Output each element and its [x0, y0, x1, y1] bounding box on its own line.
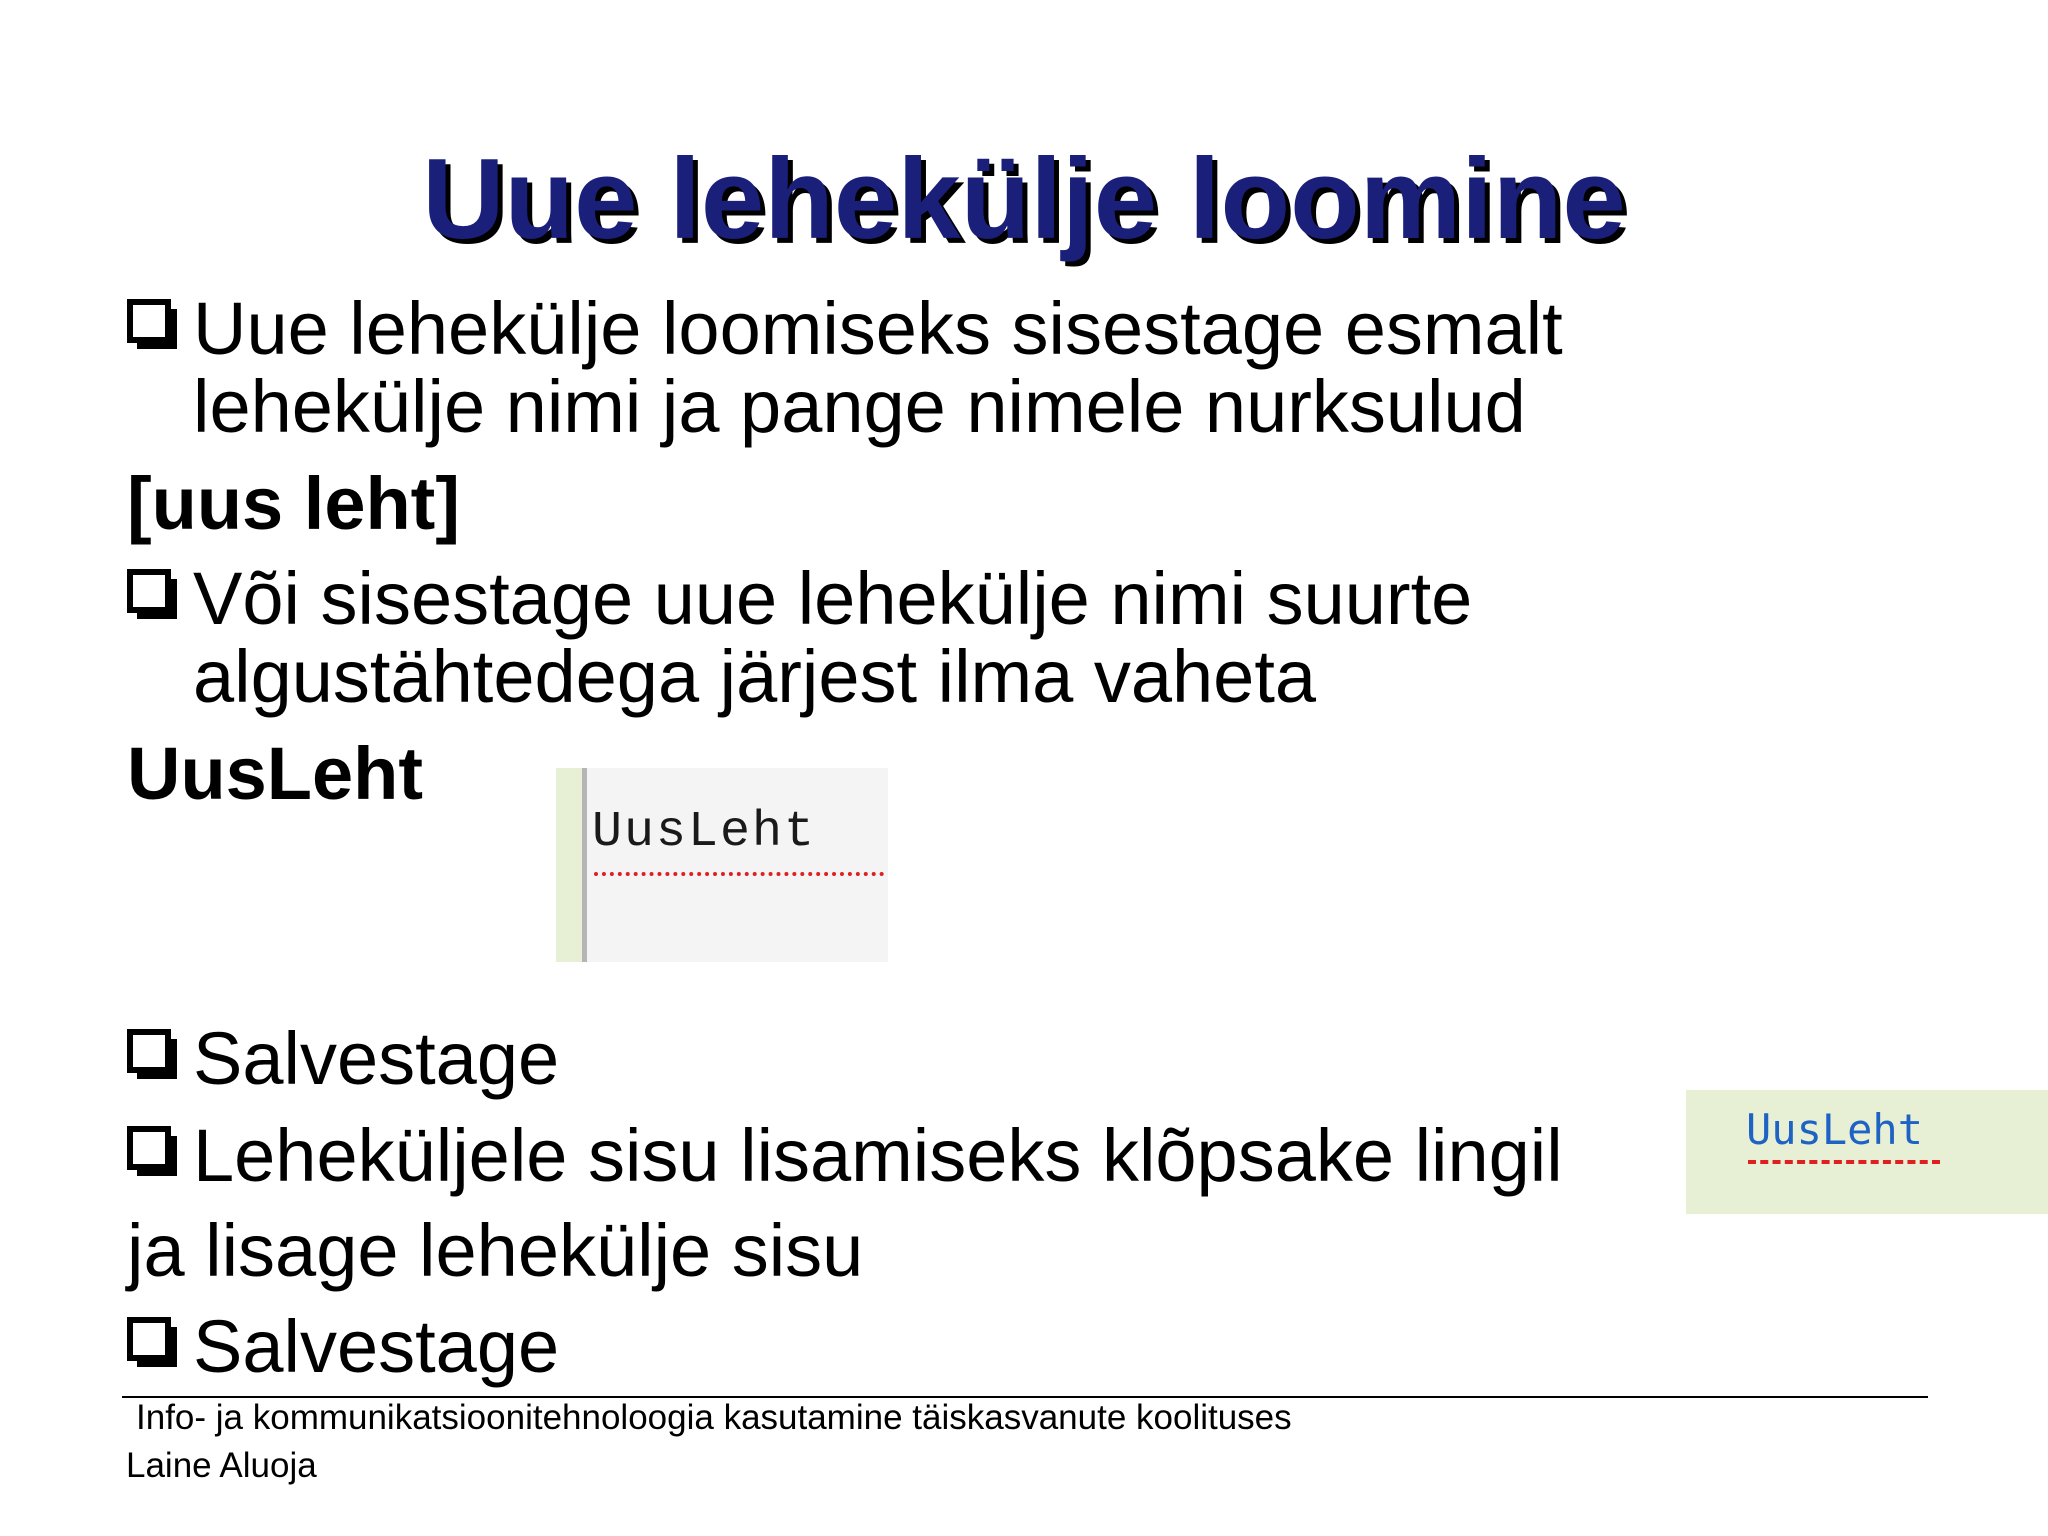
bullet-text	[193, 287, 1563, 448]
link-dashed-underline	[1748, 1160, 1940, 1164]
bullet-text: Salvestage	[193, 1017, 560, 1100]
bullet-line: Uue lehekülje loomiseks sisestage esmalt	[193, 287, 1563, 370]
checkbox-icon	[127, 1029, 181, 1081]
editor-screenshot	[556, 768, 888, 962]
slide-title: Uue lehekülje loomine	[422, 136, 1626, 263]
checkbox-icon	[127, 1317, 181, 1369]
spellcheck-underline	[594, 872, 884, 876]
bullet-item	[127, 287, 1563, 448]
bullet-item	[127, 557, 1473, 718]
example-bracket-syntax: [uus leht]	[127, 462, 460, 545]
continuation-text: ja lisage lehekülje sisu	[127, 1209, 864, 1292]
bullet-text	[193, 557, 1473, 718]
checkbox-icon	[127, 1126, 181, 1178]
footer-author: Laine Aluoja	[126, 1446, 317, 1485]
link-screenshot	[1686, 1090, 2048, 1214]
bullet-line: lehekülje nimi ja pange nimele nurksulud	[193, 365, 1526, 448]
editor-gutter	[556, 768, 587, 962]
checkbox-icon	[127, 569, 181, 621]
bullet-item	[127, 1017, 560, 1100]
bullet-line: Või sisestage uue lehekülje nimi suurte	[193, 557, 1473, 640]
bullet-text: Leheküljele sisu lisamiseks klõpsake lingil	[193, 1114, 1563, 1197]
footer-course: Info- ja kommunikatsioonitehnoloogia kasutamine täiskasvanute koolituses	[136, 1398, 1292, 1437]
bullet-line: algustähtedega järjest ilma vaheta	[193, 635, 1317, 718]
example-camelcase-syntax: UusLeht	[127, 732, 423, 815]
bullet-item	[127, 1114, 1563, 1197]
bullet-text: Salvestage	[193, 1305, 560, 1388]
checkbox-icon	[127, 299, 181, 351]
editor-word: UusLeht	[592, 804, 817, 861]
bullet-item	[127, 1305, 560, 1388]
new-page-link[interactable]: UusLeht	[1746, 1105, 1924, 1154]
